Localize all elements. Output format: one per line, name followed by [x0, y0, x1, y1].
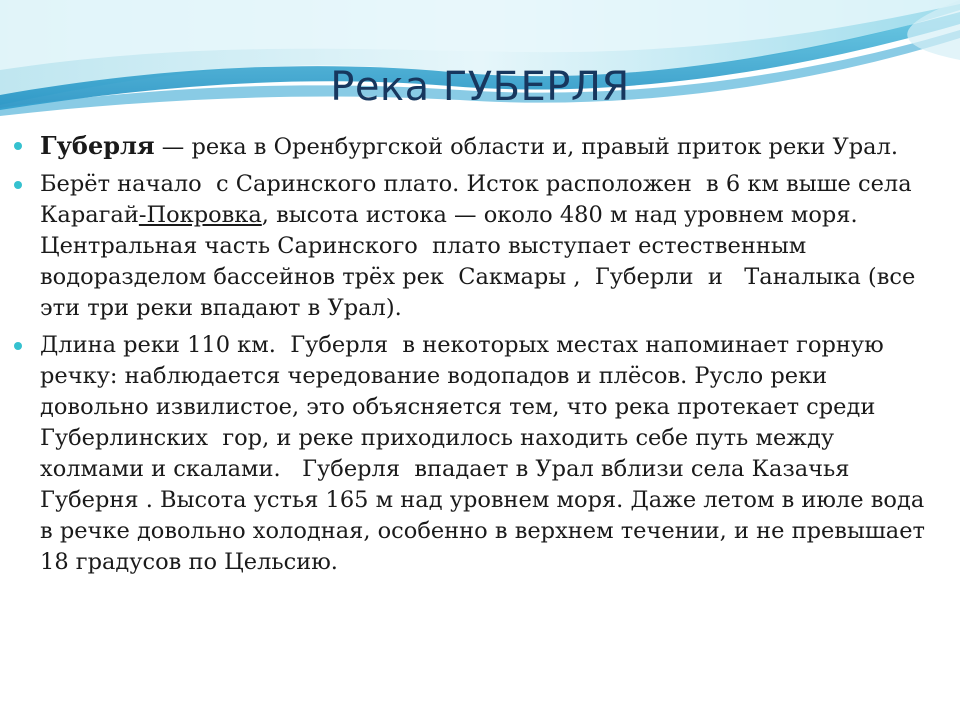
bullet-dot-icon [14, 342, 22, 350]
bullet-text: Длина реки 110 км. Губерля в некоторых местах напоминает горную речку: наблюдается чередование водопадов и плёсов. Русло реки довольно извилистое, это объясняется тем, что река протекает среди Губерлинских гор, и реке приходилось находить себе путь между холмами и скалами. Губерля впадает в Урал вблизи села Казачья Губерня . Высота устья 165 м над уровнем моря. Даже летом в июле вода в речке довольно холодная, особенно в верхнем течении, и не превышает 18 градусов по Цельсию. [40, 332, 933, 575]
bullet-dot-icon [14, 142, 22, 150]
pokrovka-link[interactable]: -Покровка [138, 202, 262, 228]
bullet-item [40, 130, 925, 163]
slide-title: Река ГУБЕРЛЯ [330, 64, 630, 110]
bullet-text: , высота истока — около 480 м над уровнем моря. Центральная часть Саринского плато выступает естественным водоразделом бассейнов трёх рек Сакмары , Губерли и Таналыка (все эти три реки впадают в Урал). [40, 202, 923, 321]
bullet-item [40, 169, 925, 324]
bullet-text: — река в Оренбургской области и, правый приток реки Урал. [154, 134, 899, 160]
bullet-item [40, 330, 933, 578]
bullet-text: Берёт начало с Саринского плато. Исток расположен в 6 км выше села Карагай [40, 171, 919, 228]
river-term: Губерля [40, 131, 155, 160]
slide-content [40, 130, 933, 584]
bullet-dot-icon [14, 181, 22, 189]
